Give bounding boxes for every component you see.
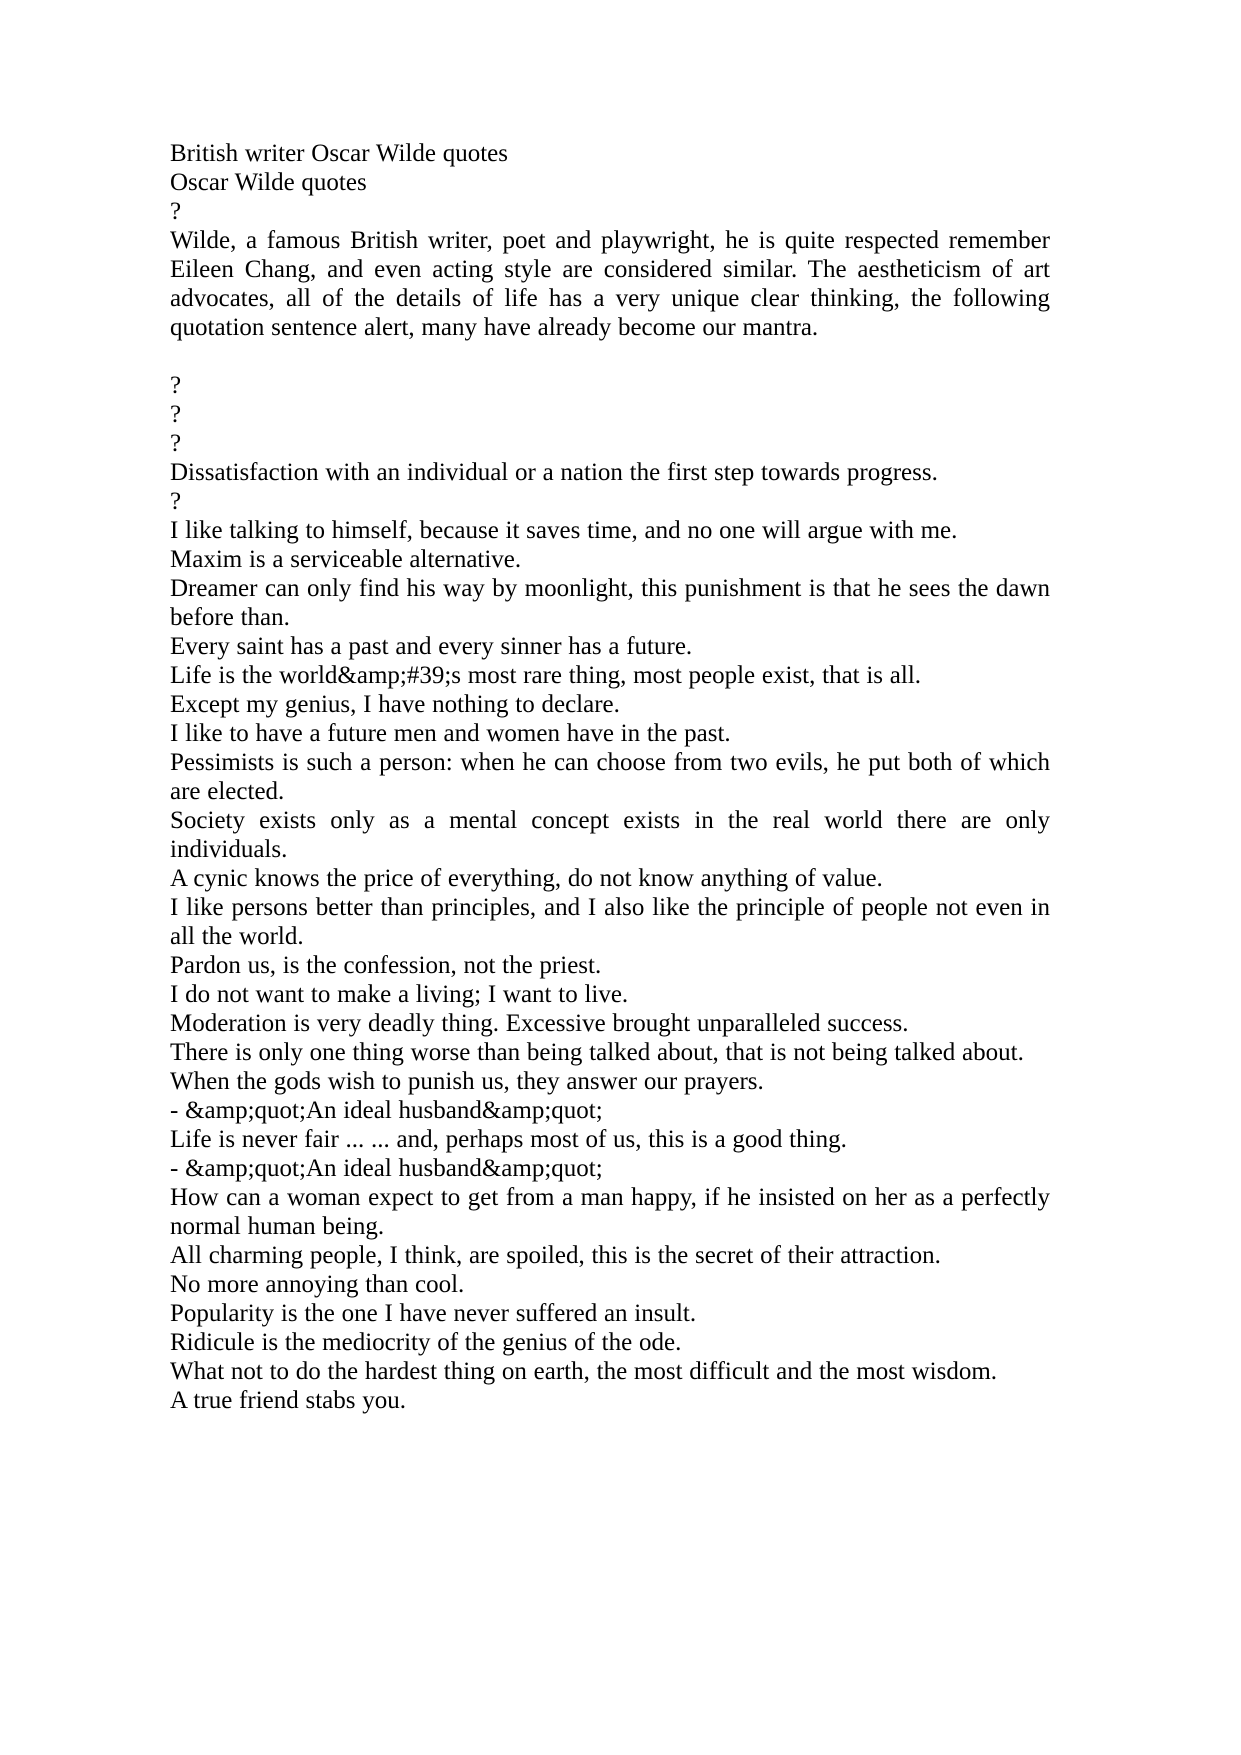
blank-line xyxy=(170,342,1050,371)
paragraph: Society exists only as a mental concept exists in the real world there are only individuals. xyxy=(170,807,1050,863)
paragraph: Pardon us, is the confession, not the priest. xyxy=(170,952,602,979)
paragraph: A cynic knows the price of everything, do not know anything of value. xyxy=(170,865,883,892)
paragraph: How can a woman expect to get from a man happy, if he insisted on her as a perfectly normal human being. xyxy=(170,1184,1050,1240)
paragraph: Life is never fair ... ... and, perhaps most of us, this is a good thing. xyxy=(170,1126,847,1153)
paragraph: ? xyxy=(170,198,182,225)
paragraph: Maxim is a serviceable alternative. xyxy=(170,546,522,573)
paragraph: A true friend stabs you. xyxy=(170,1387,406,1414)
paragraph: Dissatisfaction with an individual or a nation the first step towards progress. xyxy=(170,459,938,486)
paragraph: Pessimists is such a person: when he can choose from two evils, he put both of which are elected. xyxy=(170,749,1050,805)
paragraph: - &amp;quot;An ideal husband&amp;quot; xyxy=(170,1155,603,1182)
paragraph: Ridicule is the mediocrity of the genius of the ode. xyxy=(170,1329,682,1356)
paragraph: Dreamer can only find his way by moonlight, this punishment is that he sees the dawn before than. xyxy=(170,575,1050,631)
paragraph: Wilde, a famous British writer, poet and playwright, he is quite respected remember Eileen Chang, and even acting style are considered similar. The aestheticism of art advocates, all of the details of life has a very unique clear thinking, the following quotation sentence alert, many have already become our mantra. xyxy=(170,227,1050,341)
paragraph: There is only one thing worse than being talked about, that is not being talked about. xyxy=(170,1039,1024,1066)
paragraph: I like persons better than principles, and I also like the principle of people not even in all the world. xyxy=(170,894,1050,950)
paragraph: I do not want to make a living; I want to live. xyxy=(170,981,629,1008)
paragraph: ? xyxy=(170,488,182,515)
paragraph: Except my genius, I have nothing to declare. xyxy=(170,691,620,718)
paragraph: Life is the world&amp;#39;s most rare thing, most people exist, that is all. xyxy=(170,662,922,689)
paragraph: Popularity is the one I have never suffered an insult. xyxy=(170,1300,697,1327)
paragraph: ? xyxy=(170,401,182,428)
paragraph: I like talking to himself, because it saves time, and no one will argue with me. xyxy=(170,517,958,544)
paragraph: Every saint has a past and every sinner has a future. xyxy=(170,633,693,660)
paragraph: - &amp;quot;An ideal husband&amp;quot; xyxy=(170,1097,603,1124)
paragraph: Moderation is very deadly thing. Excessive brought unparalleled success. xyxy=(170,1010,909,1037)
paragraph: No more annoying than cool. xyxy=(170,1271,465,1298)
paragraph: Oscar Wilde quotes xyxy=(170,169,367,196)
document-body xyxy=(170,139,1050,1415)
paragraph: ? xyxy=(170,430,182,457)
paragraph: British writer Oscar Wilde quotes xyxy=(170,140,508,167)
paragraph: What not to do the hardest thing on earth, the most difficult and the most wisdom. xyxy=(170,1358,998,1385)
paragraph: ? xyxy=(170,372,182,399)
paragraph: I like to have a future men and women have in the past. xyxy=(170,720,731,747)
paragraph: When the gods wish to punish us, they answer our prayers. xyxy=(170,1068,764,1095)
paragraph: All charming people, I think, are spoiled, this is the secret of their attraction. xyxy=(170,1242,941,1269)
